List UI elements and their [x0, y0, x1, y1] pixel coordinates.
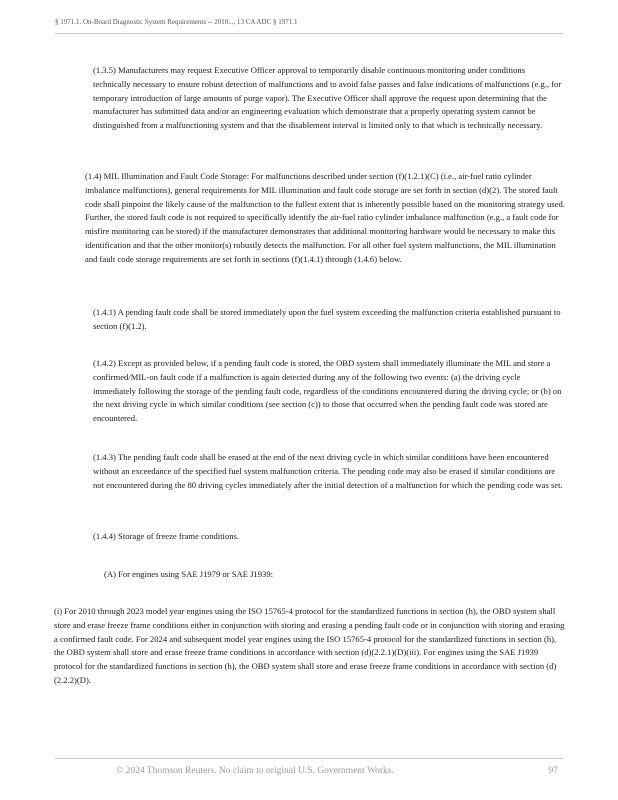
paragraph-i: (i) For 2010 through 2023 model year engines using the ISO 15765-4 protocol for the standardized functions in section (h), the OBD system shall store and erase freeze frame conditions either in conjunction with storing and erasing a pending fault code or in conjunction with storing and erasing a confirmed fault code. For 2024 and subsequent model year engines using the ISO 15765-4 protocol for the standardized functions in section (h), the OBD system shall store and erase freeze frame conditions in accordance with section (d)(2.2.1)(D)(iii). For engines using the SAE J1939 protocol for the standardized functions in section (h), the OBD system shall store and erase freeze frame conditions in accordance with section (d)(2.2.2)(D).: [54, 606, 565, 685]
paragraph-1-4-1: (1.4.1) A pending fault code shall be stored immediately upon the fuel system exceeding the malfunction criteria established pursuant to section (f)(1.2).: [93, 307, 561, 331]
paragraph-1-4-4: (1.4.4) Storage of freeze frame conditions.: [93, 531, 240, 541]
paragraph-1-3-5: (1.3.5) Manufacturers may request Executive Officer approval to temporarily disable continuous monitoring under conditions technically necessary to ensure robust detection of malfunctions and to avoid false passes and false indications of malfunctions (e.g., for temporary introduction of large amounts of purge vapor). The Executive Officer shall approve the request upon determining that the manufacturer has submitted data and/or an engineering evaluation which demonstrate that a properly operating system cannot be distinguished from a malfunctioning system and that the disablement interval is limited only to that which is technically necessary.: [93, 65, 562, 131]
paragraph-1-4: (1.4) MIL Illumination and Fault Code Storage: For malfunctions described under section (f)(1.2.1)(C) (i.e., air-fuel ratio cylinder imbalance malfunctions), general requirements for MIL illumination and fault code storage are set forth in section (d)(2). The stored fault code shall pinpoint the likely cause of the malfunction to the fullest extent that is inherently possible based on the monitoring strategy used. Further, the stored fault code is not required to specifically identify the air-fuel ratio cylinder imbalance malfunction (e.g., a fault code for misfire monitoring can be stored) if the manufacturer demonstrates that additional monitoring hardware would be necessary to make this identification and that the other monitor(s) robustly detects the malfunction. For all other fuel system malfunctions, the MIL illumination and fault code storage requirements are set forth in sections (f)(1.4.1) through (1.4.6) below.: [85, 171, 565, 264]
page-number: 97: [548, 766, 558, 776]
footer-divider: [55, 758, 563, 759]
running-header: § 1971.1. On-Board Diagnostic System Requirements -- 2010..., 13 CA ADC § 1971.1: [55, 18, 298, 26]
header-divider: [55, 33, 563, 34]
copyright-notice: © 2024 Thomson Reuters. No claim to original U.S. Government Works.: [116, 766, 394, 776]
paragraph-1-4-2: (1.4.2) Except as provided below, if a pending fault code is stored, the OBD system shall immediately illuminate the MIL and store a confirmed/MIL-on fault code if a malfunction is again detected during any of the following two events: (a) the driving cycle immediately following the storage of the pending fault code, regardless of the conditions encountered during the driving cycle; or (b) on the next driving cycle in which similar conditions (see section (c)) to those that occurred when the pending fault code was stored are encountered.: [93, 358, 562, 424]
paragraph-1-4-3: (1.4.3) The pending fault code shall be erased at the end of the next driving cycle in which similar conditions have been encountered without an exceedance of the specified fuel system malfunction criteria. The pending code may also be erased if similar conditions are not encountered during the 80 driving cycles immediately after the initial detection of a malfunction for which the pending code was set.: [93, 452, 563, 490]
paragraph-a: (A) For engines using SAE J1979 or SAE J1939:: [104, 569, 274, 579]
